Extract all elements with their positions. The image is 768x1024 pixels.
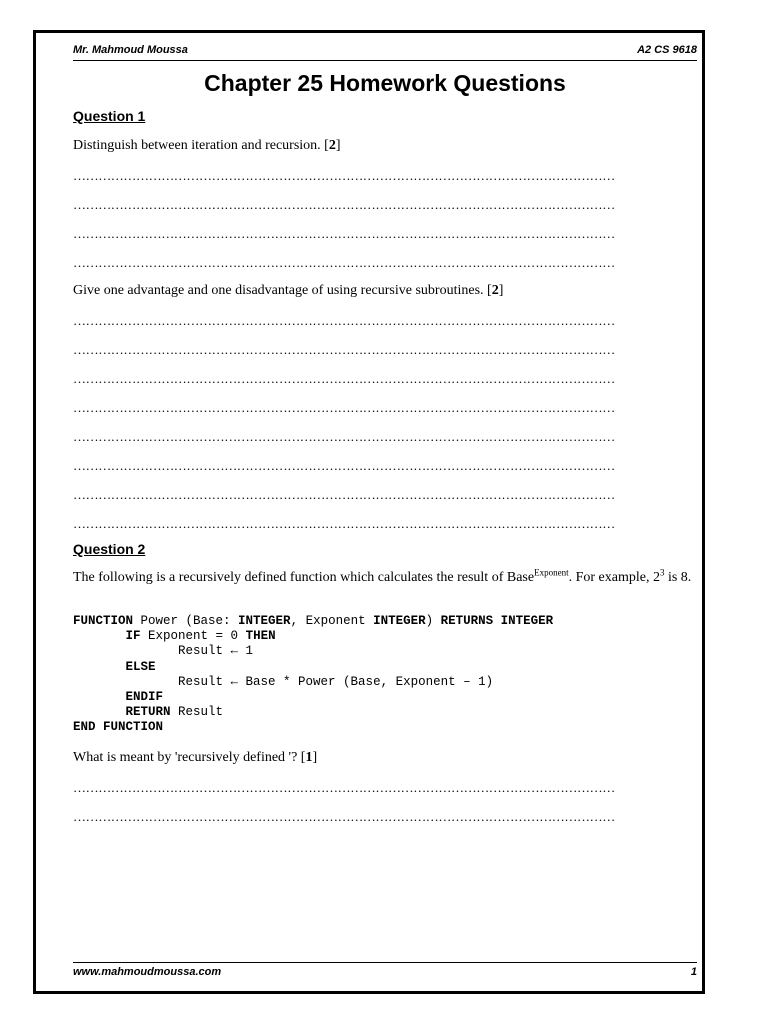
- answer-line[interactable]: …………………………………………………………………………………………………………………: [73, 371, 615, 386]
- answer-line[interactable]: …………………………………………………………………………………………………………………: [73, 197, 615, 212]
- answer-line[interactable]: …………………………………………………………………………………………………………………: [73, 168, 615, 183]
- answer-line[interactable]: …………………………………………………………………………………………………………………: [73, 255, 615, 270]
- answer-line[interactable]: …………………………………………………………………………………………………………………: [73, 516, 615, 531]
- question-2a-text: What is meant by 'recursively defined '? [1]: [73, 750, 318, 765]
- answer-line[interactable]: …………………………………………………………………………………………………………………: [73, 342, 615, 357]
- question-1a-text: Distinguish between iteration and recursion. [2]: [73, 138, 341, 153]
- page-number: 1: [690, 966, 697, 978]
- answer-line[interactable]: …………………………………………………………………………………………………………………: [73, 780, 615, 795]
- website-link[interactable]: www.mahmoudmoussa.com: [73, 966, 222, 978]
- author-name: Mr. Mahmoud Moussa: [73, 44, 188, 56]
- answer-line[interactable]: …………………………………………………………………………………………………………………: [73, 400, 615, 415]
- question-1-heading: Question 1: [73, 108, 146, 124]
- answer-line[interactable]: …………………………………………………………………………………………………………………: [73, 809, 615, 824]
- header-rule: [73, 60, 697, 61]
- answer-line[interactable]: …………………………………………………………………………………………………………………: [73, 487, 615, 502]
- answer-line[interactable]: …………………………………………………………………………………………………………………: [73, 429, 615, 444]
- course-code: A2 CS 9618: [637, 44, 697, 56]
- page-title: Chapter 25 Homework Questions: [204, 70, 566, 96]
- pseudocode-block: FUNCTION Power (Base: INTEGER, Exponent INTEGER) RETURNS INTEGER IF Exponent = 0 THEN Result ← 1 ELSE Result ← Base * Power (Base, Exponent – 1) ENDIF RETURN Result END FUNCTION: [73, 614, 554, 735]
- answer-line[interactable]: …………………………………………………………………………………………………………………: [73, 458, 615, 473]
- answer-line[interactable]: …………………………………………………………………………………………………………………: [73, 226, 615, 241]
- page-header: [73, 44, 697, 56]
- question-2-intro: The following is a recursively defined function which calculates the result of Base$^{Exponent}$. For example, $2^3$ is 8.: [73, 567, 692, 585]
- footer-rule: [73, 962, 697, 963]
- question-2-heading: Question 2: [73, 541, 146, 557]
- page-footer: [73, 966, 697, 978]
- answer-line[interactable]: …………………………………………………………………………………………………………………: [73, 313, 615, 328]
- question-1b-text: Give one advantage and one disadvantage of using recursive subroutines. [2]: [73, 283, 504, 298]
